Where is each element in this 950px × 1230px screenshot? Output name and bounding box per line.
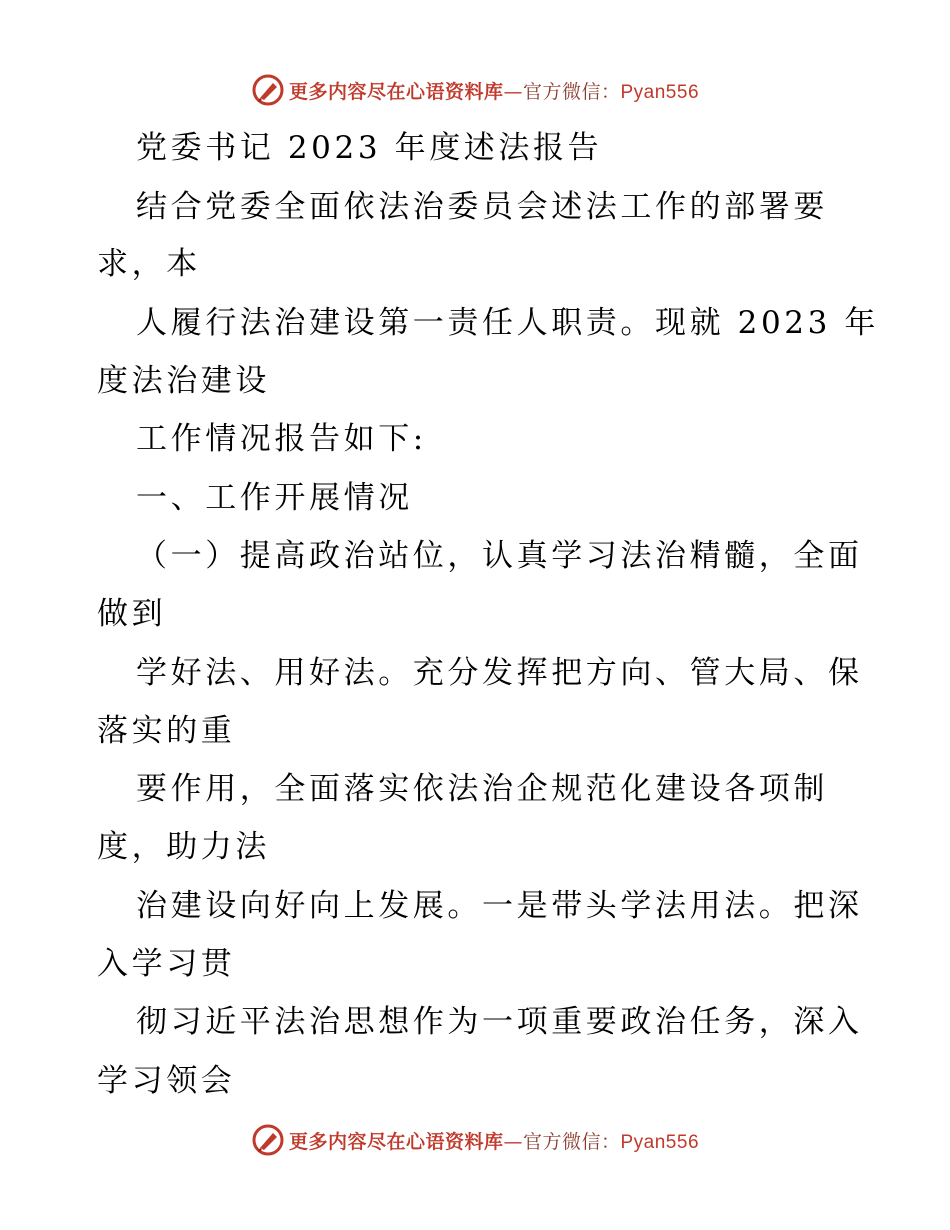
paragraph-line: 要作用，全面落实依法治企规范化建设各项制: [136, 771, 828, 807]
section-heading: 一、工作开展情况: [136, 480, 413, 516]
banner-wechat-id: Pyan556: [620, 1131, 700, 1153]
paragraph-line: 求，本: [97, 246, 201, 282]
paragraph-line: 落实的重: [97, 713, 236, 749]
paragraph-line: 结合党委全面依法治委员会述法工作的部署要: [136, 189, 828, 225]
banner-wechat-label: 官方微信：: [522, 1130, 621, 1153]
paragraph-line: 学好法、用好法。充分发挥把方向、管大局、保: [136, 655, 863, 691]
paragraph-line: 彻习近平法治思想作为一项重要政治任务，深入: [136, 1004, 863, 1040]
subsection-heading: （一）提高政治站位，认真学习法治精髓，全面: [136, 538, 863, 574]
paragraph-line: 工作情况报告如下:: [136, 421, 427, 457]
banner-text: [289, 1127, 699, 1154]
banner-main-text: 更多内容尽在心语资料库: [288, 80, 504, 103]
banner-main-text: 更多内容尽在心语资料库: [288, 1130, 504, 1153]
banner-separator: —: [503, 80, 523, 103]
banner-wechat-id: Pyan556: [620, 81, 700, 103]
banner-text: [289, 77, 699, 104]
paragraph-line: 度，助力法: [97, 829, 270, 865]
paragraph-line: 入学习贯: [97, 946, 236, 982]
paragraph-line: 做到: [97, 596, 167, 632]
pen-nib-logo-icon: [251, 1123, 285, 1157]
banner-wechat-label: 官方微信：: [522, 80, 621, 103]
paragraph-line: 度法治建设: [97, 363, 270, 399]
header-banner: [0, 70, 950, 110]
footer-banner: [0, 1120, 950, 1160]
pen-nib-logo-icon: [251, 73, 285, 107]
banner-separator: —: [503, 1130, 523, 1153]
paragraph-line: 人履行法治建设第一责任人职责。现就 2023 年: [136, 305, 879, 341]
document-title: 党委书记 2023 年度述法报告: [136, 130, 603, 166]
paragraph-line: 学习领会: [97, 1063, 236, 1099]
paragraph-line: 治建设向好向上发展。一是带头学法用法。把深: [136, 888, 863, 924]
